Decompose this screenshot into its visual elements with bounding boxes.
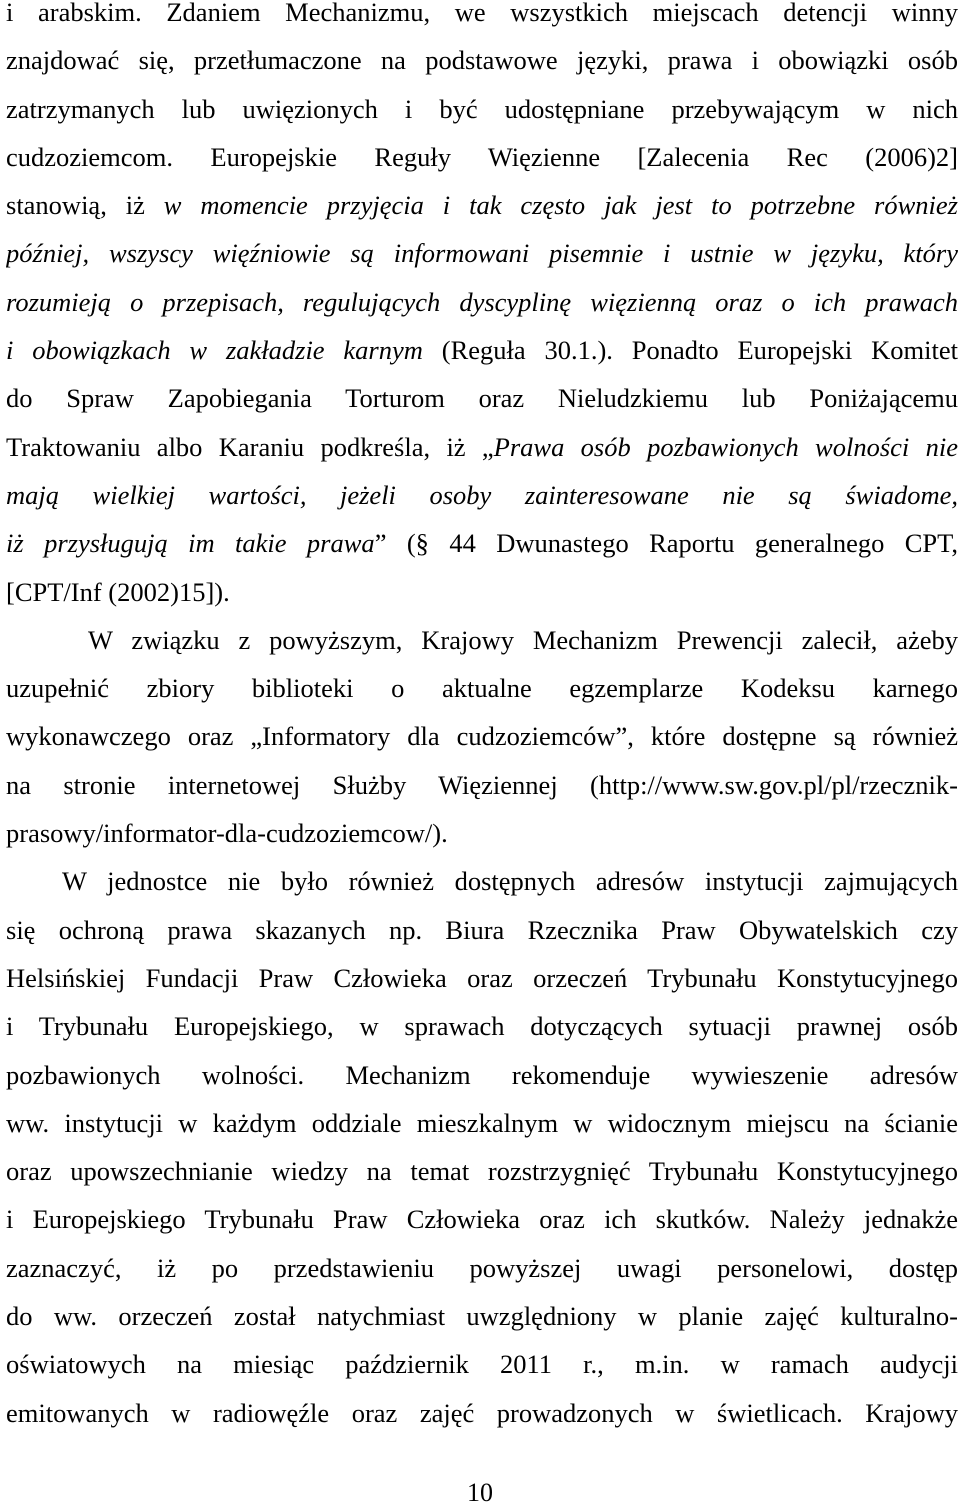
text-line	[6, 471, 958, 519]
text-line: oświatowych na miesiąc październik 2011 r., m.in. w ramach audycji	[6, 1349, 958, 1380]
text-line: Traktowaniu albo Karaniu podkreśla, iż „Prawa osób pozbawionych wolności nie	[6, 431, 958, 462]
page-number: 10	[467, 1478, 493, 1507]
text-line: i Europejskiego Trybunału Praw Człowieka oraz ich skutków. Należy jednakże	[6, 1204, 958, 1235]
text-line: wykonawczego oraz „Informatory dla cudzoziemców”, które dostępne są również	[6, 721, 958, 752]
text-line: znajdować się, przetłumaczone na podstawowe języki, prawa i obowiązki osób	[6, 45, 958, 76]
text-line: iż przysługują im takie prawa” (§ 44 Dwunastego Raportu generalnego CPT,	[6, 528, 958, 559]
text-line: oraz upowszechnianie wiedzy na temat rozstrzygnięć Trybunału Konstytucyjnego	[6, 1156, 958, 1187]
document-page	[6, 0, 958, 1437]
text-line: ww. instytucji w każdym oddziale mieszkalnym w widocznym miejscu na ścianie	[6, 1107, 958, 1138]
italic-quote: rozumieją o przepisach, regulujących dyscyplinę więzienną oraz o ich prawach	[6, 286, 958, 317]
text-line: [CPT/Inf (2002)15]).	[6, 576, 230, 607]
text-line: do Spraw Zapobiegania Torturom oraz Nieludzkiemu lub Poniżającemu	[6, 383, 958, 414]
text-line: do ww. orzeczeń został natychmiast uwzględniony w planie zajęć kulturalno-	[6, 1301, 958, 1332]
text-line: prasowy/informator-dla-cudzoziemcow/).	[6, 818, 448, 849]
italic-quote: później, wszyscy więźniowie są informowani pisemnie i ustnie w języku, który	[6, 238, 958, 269]
paragraph-2	[6, 616, 958, 857]
italic-quote: mają wielkiej wartości, jeżeli osoby zainteresowane nie są świadome,	[6, 479, 958, 510]
text-line: zaznaczyć, iż po przedstawieniu powyższej uwagi personelowi, dostęp	[6, 1252, 958, 1283]
text-line: Helsińskiej Fundacji Praw Człowieka oraz orzeczeń Trybunału Konstytucyjnego	[6, 962, 958, 993]
text-line: stanowią, iż w momencie przyjęcia i tak często jak jest to potrzebne również	[6, 190, 958, 221]
text-line: i Trybunału Europejskiego, w sprawach dotyczących sytuacji prawnej osób	[6, 1011, 958, 1042]
paragraph-3	[6, 857, 958, 1437]
text-line: uzupełnić zbiory biblioteki o aktualne egzemplarze Kodeksu karnego	[6, 673, 958, 704]
text-line	[6, 278, 958, 326]
text-line	[6, 229, 958, 277]
text-line: emitowanych w radiowęźle oraz zajęć prowadzonych w świetlicach. Krajowy	[6, 1397, 958, 1428]
text-line: na stronie internetowej Służby Więziennej (http://www.sw.gov.pl/pl/rzecznik-	[6, 769, 958, 800]
italic-quote: Prawa osób pozbawionych wolności nie	[493, 431, 958, 462]
italic-quote: iż przysługują im takie prawa	[6, 528, 375, 559]
text-line: cudzoziemcom. Europejskie Reguły Więzienne [Zalecenia Rec (2006)2]	[6, 141, 958, 172]
text-line: i obowiązkach w zakładzie karnym (Reguła 30.1.). Ponadto Europejski Komitet	[6, 335, 958, 366]
text-line: W jednostce nie było również dostępnych adresów instytucji zajmujących	[62, 866, 958, 897]
text-line: i arabskim. Zdaniem Mechanizmu, we wszystkich miejscach detencji winny	[6, 0, 958, 27]
text-line: się ochroną prawa skazanych np. Biura Rzecznika Praw Obywatelskich czy	[6, 914, 958, 945]
italic-quote: w momencie przyjęcia i tak często jak jest to potrzebne również	[163, 190, 958, 221]
text-line: W związku z powyższym, Krajowy Mechanizm Prewencji zalecił, ażeby	[88, 624, 958, 655]
text-line: pozbawionych wolności. Mechanizm rekomenduje wywieszenie adresów	[6, 1059, 958, 1090]
paragraph-1	[6, 0, 958, 616]
italic-quote: i obowiązkach w zakładzie karnym	[6, 335, 423, 366]
text-line: zatrzymanych lub uwięzionych i być udostępniane przebywającym w nich	[6, 93, 958, 124]
